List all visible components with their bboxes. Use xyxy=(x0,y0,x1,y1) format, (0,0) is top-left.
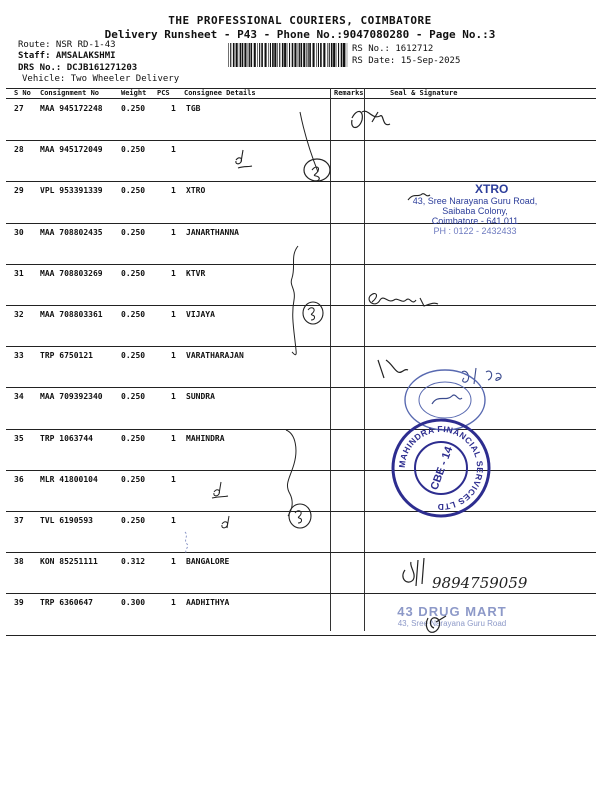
row-consignee: VIJAYA xyxy=(186,310,215,319)
vehicle-info: Vehicle: Two Wheeler Delivery xyxy=(22,74,180,84)
row-weight: 0.300 xyxy=(121,598,146,608)
circled-count-mark xyxy=(304,159,330,181)
drug-mart-address: 43, Sree Narayana Guru Road xyxy=(397,619,507,628)
mahindra-stamp-center: CBE - 14 xyxy=(428,445,456,492)
xtro-stamp-name: XTRO xyxy=(475,182,509,196)
signature-mark-33 xyxy=(378,360,408,378)
row-divider xyxy=(6,346,596,347)
row-sno: 34 xyxy=(14,392,24,402)
rs-number: RS No.: 1612712 xyxy=(352,44,434,54)
row-pcs: 1 xyxy=(171,310,176,319)
document-subtitle: Delivery Runsheet - P43 - Phone No.:9047080280 - Page No.:3 xyxy=(104,28,496,41)
row-sno: 30 xyxy=(14,227,24,237)
row-divider xyxy=(6,387,596,388)
row-weight: 0.250 xyxy=(121,516,146,525)
row-consignment-no: MAA 708802435 xyxy=(40,227,103,237)
signature-mark-27 xyxy=(352,111,390,127)
col-remarks: Remarks xyxy=(334,89,364,97)
col-weight: Weight xyxy=(121,89,147,97)
mahindra-stamp-ring-text: MAHINDRA FINANCIAL SERVICES LTD xyxy=(396,423,486,513)
row-weight: 0.250 xyxy=(121,392,146,402)
bracket-mark-35-37 xyxy=(286,430,296,516)
row-weight: 0.250 xyxy=(121,186,146,196)
row-consignee: XTRO xyxy=(186,186,206,196)
row-weight: 0.250 xyxy=(121,474,146,484)
bracket-mark xyxy=(300,112,318,172)
row-consignment-no: MLR 41800104 xyxy=(40,474,98,484)
row-weight: 0.312 xyxy=(121,557,146,567)
row-consignee: TGB xyxy=(186,104,201,113)
row-pcs: 1 xyxy=(171,433,176,443)
drug-mart-stamp xyxy=(382,604,522,628)
row-consignment-no: VPL 953391339 xyxy=(40,186,103,196)
xtro-stamp-line2: Saibaba Colony, xyxy=(442,206,508,216)
col-seal-signature: Seal & Signature xyxy=(390,89,458,97)
row-consignment-no: TRP 6360647 xyxy=(40,598,93,608)
circled-count-mark-3 xyxy=(289,504,311,528)
table-header-border xyxy=(6,98,596,99)
col-pcs: PCS xyxy=(157,89,170,97)
row-sno: 32 xyxy=(14,310,24,319)
seal-divider xyxy=(364,88,365,631)
row-consignee: KTVR xyxy=(186,268,206,278)
remarks-divider xyxy=(330,88,331,631)
mahindra-stamp-outer xyxy=(393,420,489,516)
row-consignment-no: TRP 1063744 xyxy=(40,433,93,443)
route-info: Route: NSR RD-1-43 xyxy=(18,40,116,50)
signature-mark-38 xyxy=(403,558,424,586)
rs-date: RS Date: 15-Sep-2025 xyxy=(352,56,461,66)
row-sno: 28 xyxy=(14,145,24,155)
row-consignee: SUNDRA xyxy=(186,392,215,402)
barcode xyxy=(228,43,348,67)
row-weight: 0.250 xyxy=(121,227,146,237)
row-consignee: VARATHARAJAN xyxy=(186,351,244,361)
row-pcs: 1 xyxy=(171,474,176,484)
row-divider xyxy=(6,264,596,265)
row-pcs: 1 xyxy=(171,392,176,402)
sundra-stamp-ring xyxy=(405,370,485,430)
staff-info: Staff: AMSALAKSHMI xyxy=(18,51,116,61)
row-pcs: 1 xyxy=(171,145,176,155)
row-pcs: 1 xyxy=(171,186,176,196)
row-consignee: JANARTHANNA xyxy=(186,227,239,237)
document-title: THE PROFESSIONAL COURIERS, COIMBATORE xyxy=(168,14,432,27)
row-weight: 0.250 xyxy=(121,351,146,361)
row-consignee: MAHINDRA xyxy=(186,433,225,443)
row-divider xyxy=(6,305,596,306)
row-pcs: 1 xyxy=(171,104,176,113)
row-weight: 0.250 xyxy=(121,104,146,113)
row-sno: 38 xyxy=(14,557,24,567)
row-divider xyxy=(6,593,596,594)
drs-number: DRS No.: DCJB161271203 xyxy=(18,63,138,73)
row-consignment-no: MAA 708803269 xyxy=(40,268,103,278)
row-sno: 36 xyxy=(14,474,24,484)
tick-mark-37 xyxy=(222,516,229,528)
handwritten-phone-38: 9894759059 xyxy=(432,574,528,592)
row-weight: 0.250 xyxy=(121,145,146,155)
col-consignment: Consignment No xyxy=(40,89,100,97)
xtro-stamp-line1: 43, Sree Narayana Guru Road, xyxy=(412,196,538,206)
row-sno: 33 xyxy=(14,351,24,361)
row-weight: 0.250 xyxy=(121,268,146,278)
row-sno: 31 xyxy=(14,268,24,278)
tick-mark-36 xyxy=(212,482,228,498)
bracket-mark-30-33 xyxy=(291,246,298,355)
row-pcs: 1 xyxy=(171,268,176,278)
row-sno: 35 xyxy=(14,433,24,443)
xtro-stamp xyxy=(405,182,545,236)
xtro-stamp-line3: Coimbatore - 641 011 xyxy=(431,216,519,226)
row-consignment-no: MAA 709392340 xyxy=(40,392,103,402)
row-pcs: 1 xyxy=(171,351,176,361)
col-sno: S No xyxy=(14,89,31,97)
table-top-border xyxy=(6,88,596,89)
xtro-stamp-line4: PH : 0122 - 2432433 xyxy=(433,226,517,236)
row-sno: 27 xyxy=(14,104,24,113)
col-consignee: Consignee Details xyxy=(184,89,256,97)
row-consignment-no: MAA 945172049 xyxy=(40,145,103,155)
row-consignment-no: KON 85251111 xyxy=(40,557,98,567)
row-weight: 0.250 xyxy=(121,433,146,443)
row-consignment-no: TVL 6190593 xyxy=(40,516,93,525)
tick-mark-28 xyxy=(236,150,252,168)
row-weight: 0.250 xyxy=(121,310,146,319)
row-pcs: 1 xyxy=(171,557,176,567)
row-sno: 29 xyxy=(14,186,24,196)
drug-mart-name: 43 DRUG MART xyxy=(397,604,507,619)
row-consignee: AADHITHYA xyxy=(186,598,230,608)
row-pcs: 1 xyxy=(171,598,176,608)
row-sno: 39 xyxy=(14,598,24,608)
row-divider xyxy=(6,552,596,553)
row-divider xyxy=(6,635,596,636)
row-consignment-no: TRP 6750121 xyxy=(40,351,93,361)
row-divider xyxy=(6,140,596,141)
row-divider xyxy=(6,470,596,471)
ink-number-33 xyxy=(462,368,501,384)
row-pcs: 1 xyxy=(171,516,176,525)
row-divider xyxy=(6,429,596,430)
row-consignment-no: MAA 708803361 xyxy=(40,310,103,319)
row-sno: 37 xyxy=(14,516,24,525)
mahindra-stamp-inner xyxy=(415,442,467,494)
row-pcs: 1 xyxy=(171,227,176,237)
row-divider xyxy=(6,511,596,512)
row-consignment-no: MAA 945172248 xyxy=(40,104,103,113)
row-consignee: BANGALORE xyxy=(186,557,230,567)
svg-text:MAHINDRA FINANCIAL SERVICES LT xyxy=(397,424,485,512)
